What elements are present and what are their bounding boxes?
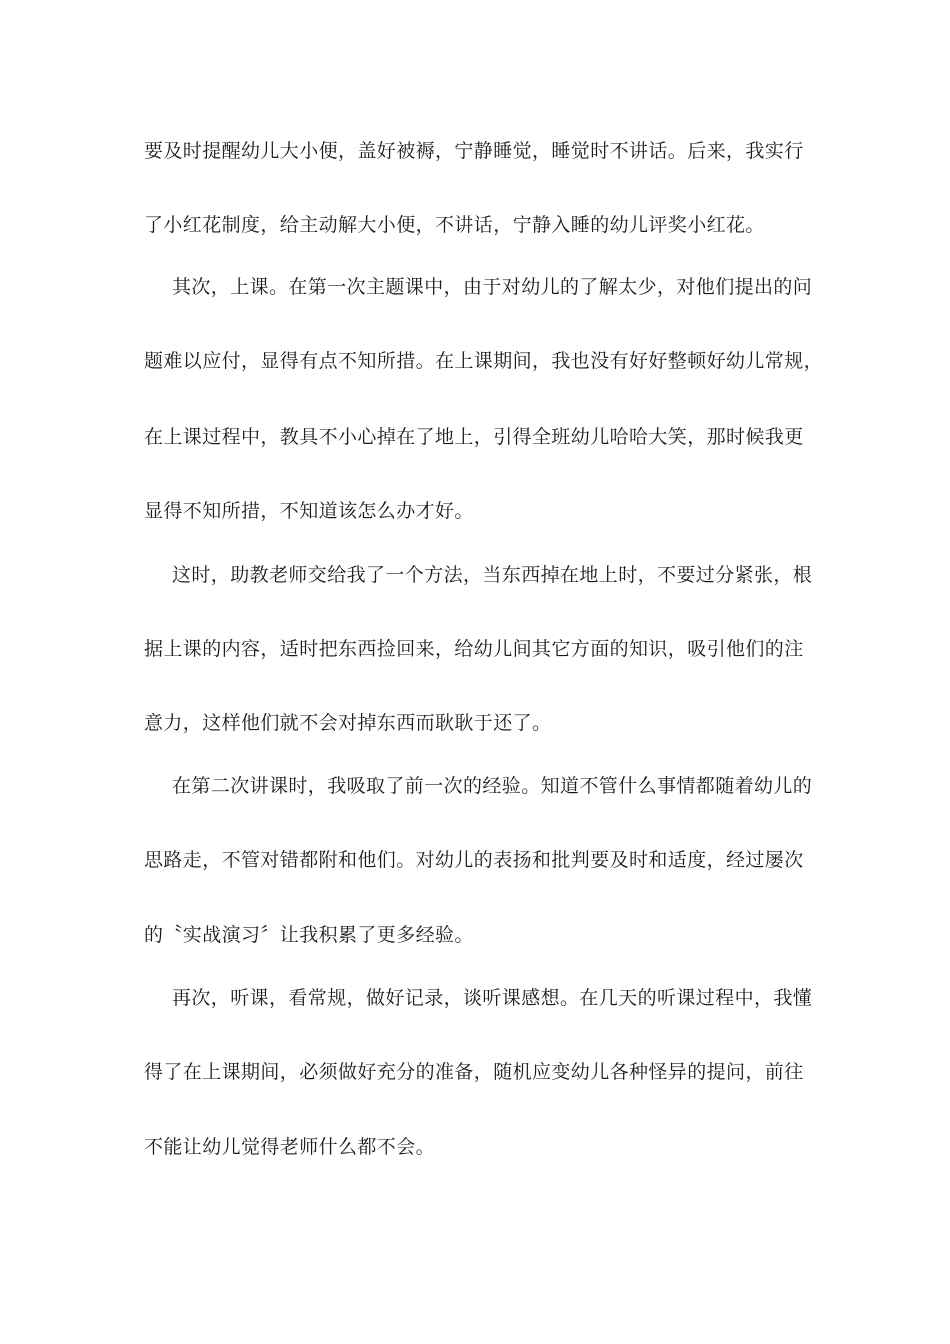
text-line: 不能让幼儿觉得老师什么都不会。 (144, 1136, 436, 1158)
paragraph-start-line: 再次，听课，看常规，做好记录，谈听课感想。在几天的听课过程中，我懂 (172, 987, 813, 1009)
text-line: 思路走，不管对错都附和他们。对幼儿的表扬和批判要及时和适度，经过屡次 (144, 849, 804, 871)
text-line: 据上课的内容，适时把东西捡回来，给幼儿间其它方面的知识，吸引他们的注 (144, 638, 804, 660)
text-line: 得了在上课期间，必须做好充分的准备，随机应变幼儿各种怪异的提问，前往 (144, 1061, 804, 1083)
paragraph-start-line: 这时，助教老师交给我了一个方法，当东西掉在地上时，不要过分紧张，根 (172, 564, 813, 586)
text-line: 的〝实战演习〞让我积累了更多经验。 (144, 924, 474, 946)
paragraph-start-line: 在第二次讲课时，我吸取了前一次的经验。知道不管什么事情都随着幼儿的 (172, 775, 813, 797)
text-line: 要及时提醒幼儿大小便，盖好被褥，宁静睡觉，睡觉时不讲话。后来，我实行 (144, 140, 804, 162)
text-line: 题难以应付，显得有点不知所措。在上课期间，我也没有好好整顿好幼儿常规， (144, 350, 824, 372)
text-line: 了小红花制度，给主动解大小便，不讲话，宁静入睡的幼儿评奖小红花。 (144, 214, 765, 236)
text-line: 意力，这样他们就不会对掉东西而耿耿于还了。 (144, 712, 552, 734)
text-line: 显得不知所措，不知道该怎么办才好。 (144, 500, 474, 522)
text-line: 在上课过程中，教具不小心掉在了地上，引得全班幼儿哈哈大笑，那时候我更 (144, 426, 804, 448)
paragraph-start-line: 其次，上课。在第一次主题课中，由于对幼儿的了解太少，对他们提出的问 (172, 276, 813, 298)
